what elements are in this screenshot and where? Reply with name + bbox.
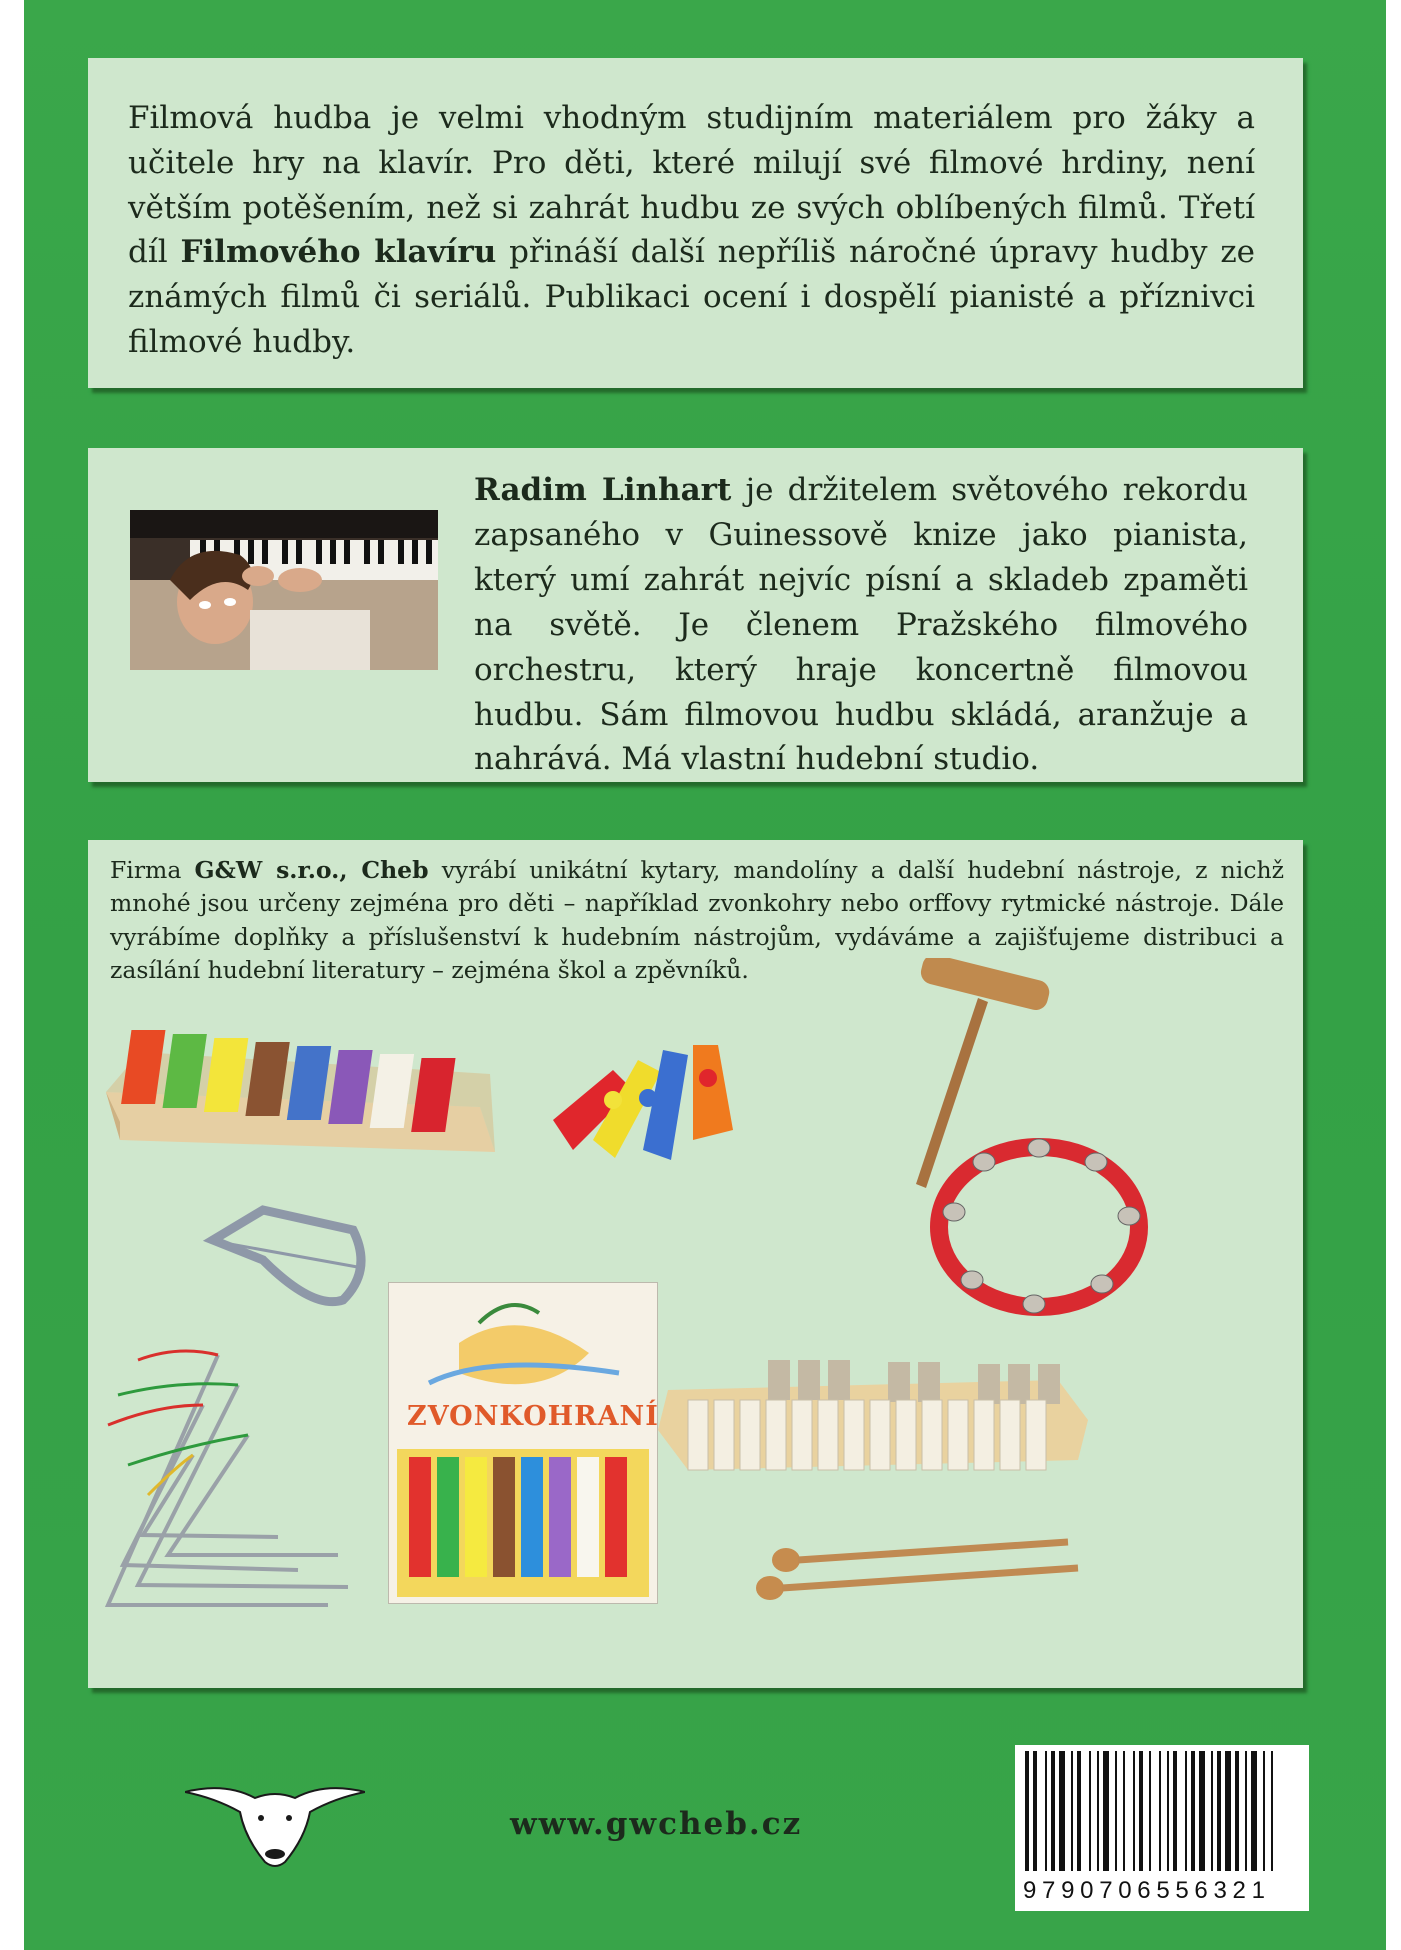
company-panel [88, 840, 1303, 1688]
barcode-bar [1225, 1751, 1231, 1871]
intro-text: Filmová hudba je velmi vhodným studijním materiálem pro žáky a učitele hry na klavír. Pro děti, které milují své filmové hrdiny, není větším potěšením, než si zahrát hudbu ze svých oblíbených filmů. Třetí díl Filmového klavíru přináší další nepříliš náročné úpravy hudby ze známých filmů či seriálů. Publikaci ocení i dospělí pianisté a příznivci filmové hudby. [128, 100, 1255, 360]
company-bull-logo [185, 1778, 365, 1870]
isbn-number: 9790706556321 [1023, 1877, 1271, 1904]
soprano-glockenspiel-image [648, 1270, 1118, 1610]
book-title-bold: Filmového klavíru [180, 234, 497, 271]
barcode-bar [1185, 1751, 1187, 1871]
barcode-bar [1191, 1751, 1195, 1871]
barcode-bar [1245, 1751, 1247, 1871]
barcode-bar [1167, 1751, 1169, 1871]
author-panel [88, 448, 1303, 782]
kazoos-image [543, 1020, 763, 1180]
barcode-bar [1123, 1751, 1125, 1871]
triangles-image [98, 1325, 363, 1625]
barcode-bar [1149, 1751, 1151, 1871]
intro-panel [88, 58, 1303, 388]
jaw-harp-image [203, 1200, 373, 1320]
isbn-barcode [1015, 1745, 1309, 1911]
website-url[interactable]: www.gwcheb.cz [510, 1806, 803, 1842]
zvonkohrani-set-image [388, 1282, 658, 1604]
barcode-bar [1059, 1751, 1065, 1871]
barcode-bar [1025, 1751, 1029, 1871]
author-bio: Radim Linhart je držitelem světového rekordu zapsaného v Guinessově knize jako pianista, který umí zahrát nejvíc písní a skladeb zpaměti na světě. Je členem Pražského filmového orchestru, který hraje koncertně filmovou hudbu. Sám filmovou hudbu skládá, aranžuje a nahrává. Má vlastní hudební studio. [474, 472, 1248, 778]
company-text: Firma G&W s.r.o., Cheb vyrábí unikátní kytary, mandolíny a další hudební nástroje, z nichž mnohé jsou určeny zejména pro děti – například zvonkohry nebo orffovy rytmické nástroje. Dále vyrábíme doplňky a příslušenství k hudebním nástrojům, vydáváme a zajišťujeme distribuci a zasílání hudební literatury – zejména škol a zpěvníků. [110, 856, 1284, 985]
barcode-bar [1051, 1751, 1055, 1871]
barcode-bar [1263, 1751, 1265, 1871]
author-name: Radim Linhart [474, 472, 732, 508]
barcode-bar [1097, 1751, 1099, 1871]
barcode-bar [1139, 1751, 1143, 1871]
barcode-bar [1089, 1751, 1091, 1871]
barcode-bar [1103, 1751, 1109, 1871]
barcode-bar [1211, 1751, 1213, 1871]
barcode-bar [1173, 1751, 1177, 1871]
barcode-bar [1217, 1751, 1221, 1871]
company-name: G&W s.r.o., Cheb [194, 856, 429, 884]
barcode-bar [1133, 1751, 1135, 1871]
barcode-bar [1045, 1751, 1047, 1871]
glockenspiel-image [100, 1012, 510, 1162]
barcode-bar [1159, 1751, 1161, 1871]
barcode-bar [1071, 1751, 1073, 1871]
barcode-bar [1251, 1751, 1257, 1871]
barcode-bar [1033, 1751, 1037, 1871]
barcode-bar [1199, 1751, 1205, 1871]
set-title: ZVONKOHRANÍ [407, 1401, 659, 1432]
author-photo [130, 510, 438, 670]
barcode-bar [1271, 1751, 1273, 1871]
barcode-bar [1115, 1751, 1117, 1871]
barcode-bar [1235, 1751, 1239, 1871]
barcode-bar [1077, 1751, 1081, 1871]
